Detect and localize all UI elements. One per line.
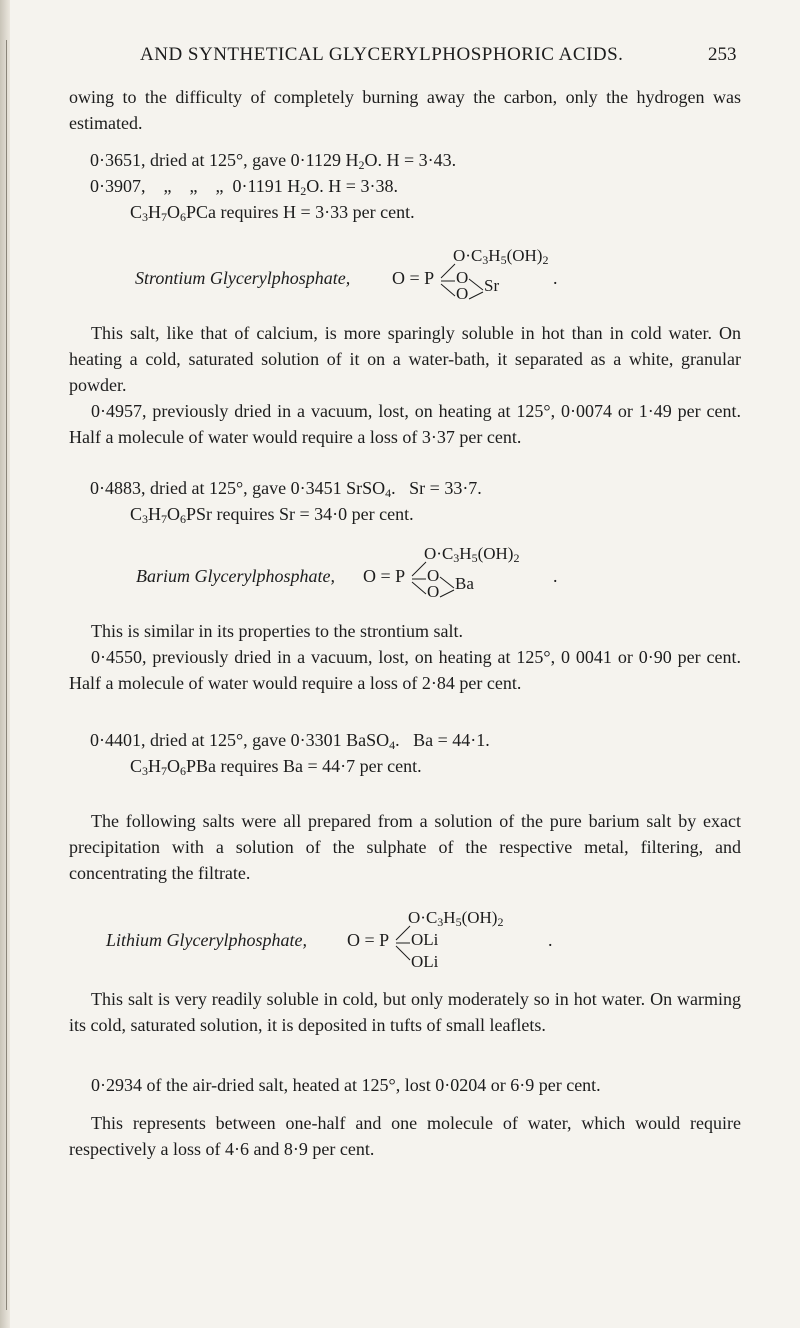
subscript: 3 — [142, 764, 149, 778]
compound-name: Barium Glycerylphosphate, — [136, 566, 335, 586]
subscript: 2 — [497, 915, 504, 929]
formula-period: . — [553, 268, 558, 288]
requirement-line-sr — [130, 504, 414, 525]
requirement-line-ca — [130, 202, 415, 223]
formula-period: . — [553, 566, 558, 586]
analysis-line-ba — [90, 730, 490, 751]
requirement-line-ba — [130, 756, 422, 777]
paragraph-salts-preparation: The following salts were all prepared from a solution of the pure barium salt by exact precipitation with a solution of the sulphate of the respective metal, filtering, and concentrating the filtrate. — [69, 811, 741, 883]
subscript: 5 — [471, 551, 478, 565]
paragraph-barium-similar: This is similar in its properties to the strontium salt. — [91, 621, 463, 641]
formula-part: O — [167, 756, 181, 776]
strontium-structural-formula — [135, 246, 558, 316]
paragraph-lithium-water-molecules: This represents between one-half and one molecule of water, which would require respectively a loss of 4·6 and 8·9 per cent. — [69, 1113, 741, 1159]
subscript: 2 — [513, 551, 520, 565]
subscript: 7 — [161, 764, 168, 778]
barium-structural-formula — [136, 544, 556, 614]
formula-part: (OH) — [477, 544, 514, 563]
formula-core: O = P — [347, 930, 390, 950]
formula-part: O·C — [408, 908, 438, 927]
formula-part: C — [130, 756, 143, 776]
analysis-text: 0·4883, dried at 125°, gave 0·3451 SrSO — [90, 478, 386, 498]
oxy-lithium-low: OLi — [411, 952, 439, 971]
metal-symbol: Sr — [484, 276, 500, 295]
subscript: 7 — [161, 512, 168, 526]
subscript: 6 — [180, 210, 187, 224]
substituent-glyceryl — [453, 246, 548, 266]
analysis-line-sr — [90, 478, 482, 499]
subscript: 4 — [389, 738, 396, 752]
analysis-text: 0·4401, dried at 125°, gave 0·3301 BaSO — [90, 730, 390, 750]
formula-part: H — [459, 544, 472, 563]
subscript: 6 — [180, 764, 187, 778]
subscript: 4 — [385, 486, 392, 500]
formula-part: PCa requires H = 3·33 per cent. — [186, 202, 415, 222]
formula-part: O — [167, 202, 181, 222]
subscript: 3 — [482, 253, 489, 267]
formula-core: O = P — [392, 268, 435, 288]
subscript: 3 — [142, 210, 149, 224]
compound-name: Strontium Glycerylphosphate, — [135, 268, 351, 288]
subscript: 5 — [455, 915, 462, 929]
formula-part: C — [130, 504, 143, 524]
oxygen-low: O — [427, 582, 440, 601]
oxygen-low: O — [456, 284, 469, 303]
formula-part: O — [167, 504, 181, 524]
formula-part: H — [488, 246, 501, 265]
formula-core: O = P — [363, 566, 406, 586]
formula-part: PSr requires Sr = 34·0 per cent. — [186, 504, 414, 524]
analysis-text: O. H = 3·38. — [306, 176, 398, 196]
subscript: 3 — [453, 551, 460, 565]
formula-part: C — [130, 202, 143, 222]
subscript: 6 — [180, 512, 187, 526]
running-head: AND SYNTHETICAL GLYCERYLPHOSPHORIC ACIDS. — [140, 44, 624, 65]
paragraph-strontium-properties: This salt, like that of calcium, is more sparingly soluble in hot than in cold water. On heating a cold, saturated solution of it on a water-bath, it separated as a white, granular powder. — [69, 323, 741, 395]
subscript: 7 — [161, 210, 168, 224]
subscript: 2 — [358, 158, 365, 172]
subscript: 3 — [437, 915, 444, 929]
formula-period: . — [548, 930, 553, 950]
subscript: 3 — [142, 512, 149, 526]
page-number: 253 — [708, 44, 737, 65]
paragraph-strontium-water-loss: 0·4957, previously dried in a vacuum, lost, on heating at 125°, 0·0074 or 1·49 per cent. Half a molecule of water would require a loss of 3·37 per cent. — [69, 401, 741, 447]
lithium-structural-formula — [106, 908, 553, 978]
oxy-lithium-mid: OLi — [411, 930, 439, 949]
formula-part: H — [443, 908, 456, 927]
formula-part: O·C — [424, 544, 454, 563]
paragraph-barium-water-loss: 0·4550, previously dried in a vacuum, lost, on heating at 125°, 0 0041 or 0·90 per cent. Half a molecule of water would require a loss of 2·84 per cent. — [69, 647, 741, 693]
metal-symbol: Ba — [455, 574, 474, 593]
compound-name: Lithium Glycerylphosphate, — [106, 930, 307, 950]
paragraph-hydrogen-estimation: owing to the difficulty of completely burning away the carbon, only the hydrogen was estimated. — [69, 87, 741, 133]
substituent-glyceryl — [408, 908, 503, 928]
paragraph-lithium-properties: This salt is very readily soluble in cold, but only moderately so in hot water. On warming its cold, saturated solution, it is deposited in tufts of small leaflets. — [69, 989, 741, 1035]
paragraph-lithium-water-loss: 0·2934 of the air-dried salt, heated at 125°, lost 0·0204 or 6·9 per cent. — [91, 1075, 601, 1095]
substituent-glyceryl — [424, 544, 519, 564]
formula-part: O·C — [453, 246, 483, 265]
analysis-line-ca-2 — [90, 176, 398, 197]
subscript: 2 — [542, 253, 549, 267]
analysis-text: 0·3651, dried at 125°, gave 0·1129 H — [90, 150, 359, 170]
analysis-text: 0·3907, „ „ „ 0·1191 H — [90, 176, 301, 196]
analysis-text: . Ba = 44·1. — [395, 730, 490, 750]
formula-part: H — [148, 504, 162, 524]
formula-part: H — [148, 756, 162, 776]
formula-part: PBa requires Ba = 44·7 per cent. — [186, 756, 422, 776]
oxygen-mid: O — [427, 566, 440, 585]
analysis-line-ca-1 — [90, 150, 456, 171]
subscript: 2 — [300, 184, 307, 198]
formula-part: (OH) — [461, 908, 498, 927]
subscript: 5 — [500, 253, 507, 267]
analysis-text: . Sr = 33·7. — [391, 478, 482, 498]
formula-part: (OH) — [506, 246, 543, 265]
formula-part: H — [148, 202, 162, 222]
oxygen-mid: O — [456, 268, 469, 287]
analysis-text: O. H = 3·43. — [364, 150, 457, 170]
